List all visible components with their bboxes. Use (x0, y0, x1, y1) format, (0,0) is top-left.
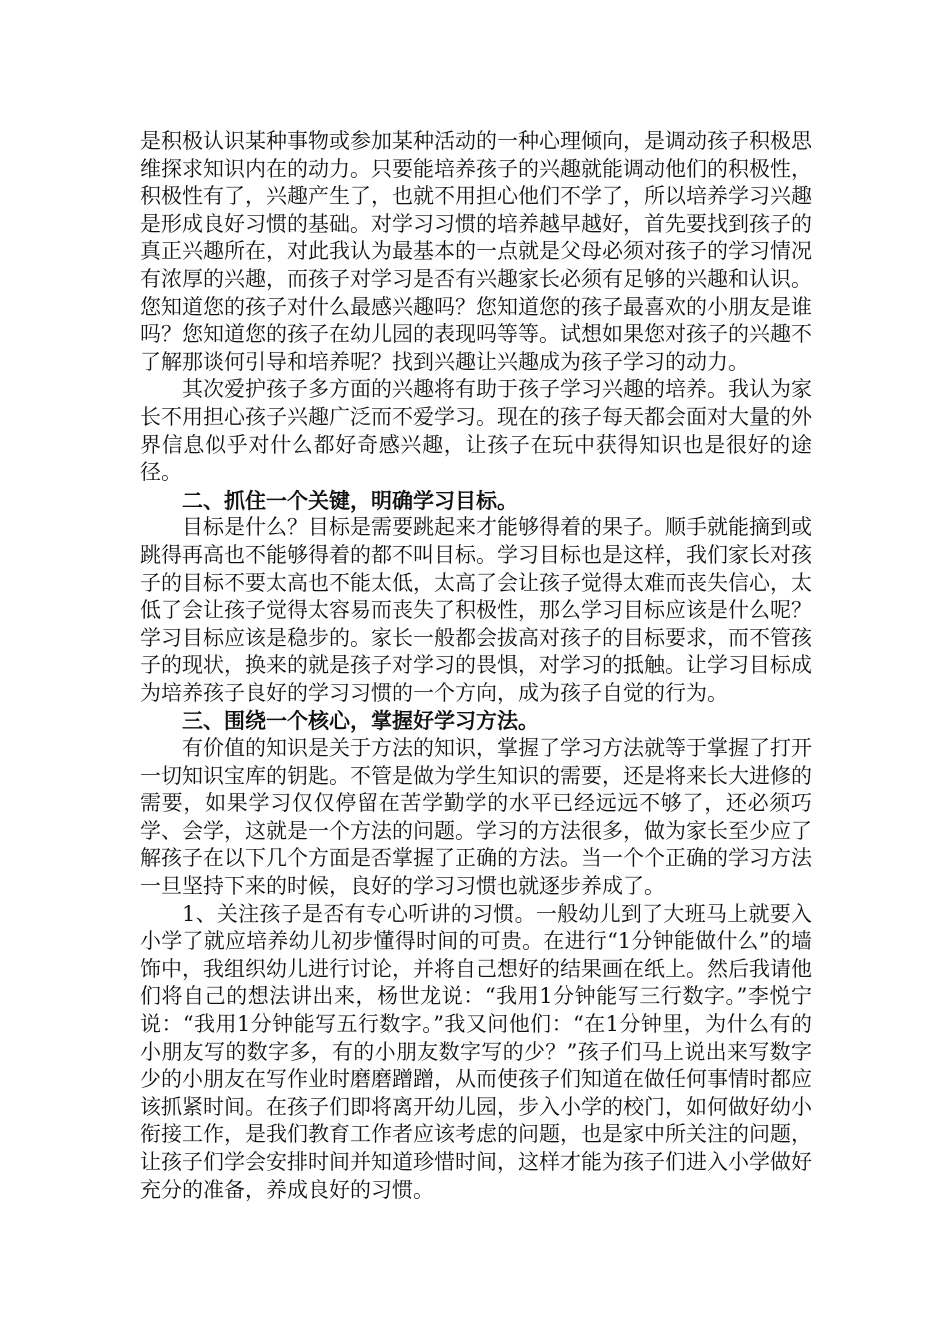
section-heading: 三、围绕一个核心，掌握好学习方法。 (182, 708, 539, 734)
body-paragraph: 1、关注孩子是否有专心听讲的习惯。一般幼儿到了大班马上就要入小学了就应培养幼儿初步懂得时间的可贵。在进行“1分钟能做什么”的墙饰中，我组织幼儿进行讨论，并将自己想好的结果画在纸上。然后我请他们将自己的想法讲出来，杨世龙说：“我用1分钟能写三行数字。”李悦宁说：“我用1分钟能写五行数字。”我又问他们：“在1分钟里，为什么有的小朋友写的数字多，有的小朋友数字写的少？”孩子们马上说出来写数字少的小朋友在写作业时磨磨蹭蹭，从而使孩子们知道在做任何事情时都应该抓紧时间。在孩子们即将离开幼儿园，步入小学的校门，如何做好幼小衔接工作，是我们教育工作者应该考虑的问题，也是家中所关注的问题，让孩子们学会安排时间并知道珍惜时间，这样才能为孩子们进入小学做好充分的准备，养成良好的习惯。 (140, 901, 812, 1202)
body-paragraph: 有价值的知识是关于方法的知识，掌握了学习方法就等于掌握了打开一切知识宝库的钥匙。不管是做为学生知识的需要，还是将来长大进修的需要，如果学习仅仅停留在苦学勤学的水平已经远远不够了，还必须巧学、会学，这就是一个方法的问题。学习的方法很多，做为家长至少应了解孩子在以下几个方面是否掌握了正确的方法。当一个个正确的学习方法一旦坚持下来的时候，良好的学习习惯也就逐步养成了。 (140, 736, 812, 899)
body-paragraph: 其次爱护孩子多方面的兴趣将有助于孩子学习兴趣的培养。我认为家长不用担心孩子兴趣广泛而不爱学习。现在的孩子每天都会面对大量的外界信息似乎对什么都好奇感兴趣，让孩子在玩中获得知识也是很好的途径。 (140, 377, 812, 485)
document-page (140, 128, 812, 1204)
body-paragraph: 是积极认识某种事物或参加某种活动的一种心理倾向，是调动孩子积极思维探求知识内在的动力。只要能培养孩子的兴趣就能调动他们的积极性，积极性有了，兴趣产生了，也就不用担心他们不学了，所以培养学习兴趣是形成良好习惯的基础。对学习习惯的培养越早越好，首先要找到孩子的真正兴趣所在，对此我认为最基本的一点就是父母必须对孩子的学习情况有浓厚的兴趣，而孩子对学习是否有兴趣家长必须有足够的兴趣和认识。您知道您的孩子对什么最感兴趣吗？您知道您的孩子最喜欢的小朋友是谁吗？您知道您的孩子在幼儿园的表现吗等等。试想如果您对孩子的兴趣不了解那谈何引导和培养呢？找到兴趣让兴趣成为孩子学习的动力。 (140, 129, 812, 374)
body-paragraph: 目标是什么？目标是需要跳起来才能够得着的果子。顺手就能摘到或跳得再高也不能够得着的都不叫目标。学习目标也是这样，我们家长对孩子的目标不要太高也不能太低，太高了会让孩子觉得太难而丧失信心，太低了会让孩子觉得太容易而丧失了积极性，那么学习目标应该是什么呢？学习目标应该是稳步的。家长一般都会拔高对孩子的目标要求，而不管孩子的现状，换来的就是孩子对学习的畏惧，对学习的抵触。让学习目标成为培养孩子良好的学习习惯的一个方向，成为孩子自觉的行为。 (140, 515, 812, 705)
section-heading: 二、抓住一个关键，明确学习目标。 (182, 487, 518, 513)
